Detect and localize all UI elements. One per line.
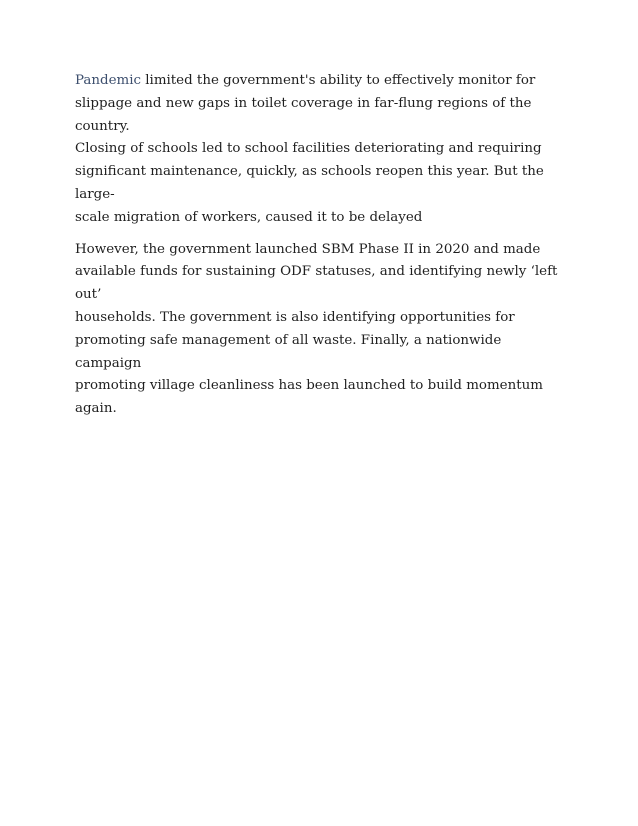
paragraph-line: scale migration of workers, caused it to be delayed xyxy=(75,209,423,225)
paragraph-sbm-phase-ii xyxy=(75,239,570,421)
paragraph-pandemic xyxy=(75,70,570,230)
paragraph-line: significant maintenance, quickly, as schools reopen this year. But the large- xyxy=(75,164,544,202)
paragraph-line: Closing of schools led to school facilities deteriorating and requiring xyxy=(75,141,542,157)
paragraph-line: promoting village cleanliness has been launched to build momentum again. xyxy=(75,378,543,417)
paragraph-line: slippage and new gaps in toilet coverage in far-flung regions of the country. xyxy=(75,95,532,134)
paragraph-line: limited the government's ability to effectively monitor for xyxy=(141,73,536,88)
paragraph-line: However, the government launched SBM Phase II in 2020 and made xyxy=(75,241,541,257)
pandemic-link[interactable]: Pandemic xyxy=(75,73,141,88)
paragraph-line: promoting safe management of all waste. Finally, a nationwide campaign xyxy=(75,332,502,371)
paragraph-line: available funds for sustaining ODF statuses, and identifying newly ‘left out’ xyxy=(75,264,558,303)
paragraph-line: households. The government is also identifying opportunities for xyxy=(75,309,515,325)
document-body xyxy=(75,70,570,430)
